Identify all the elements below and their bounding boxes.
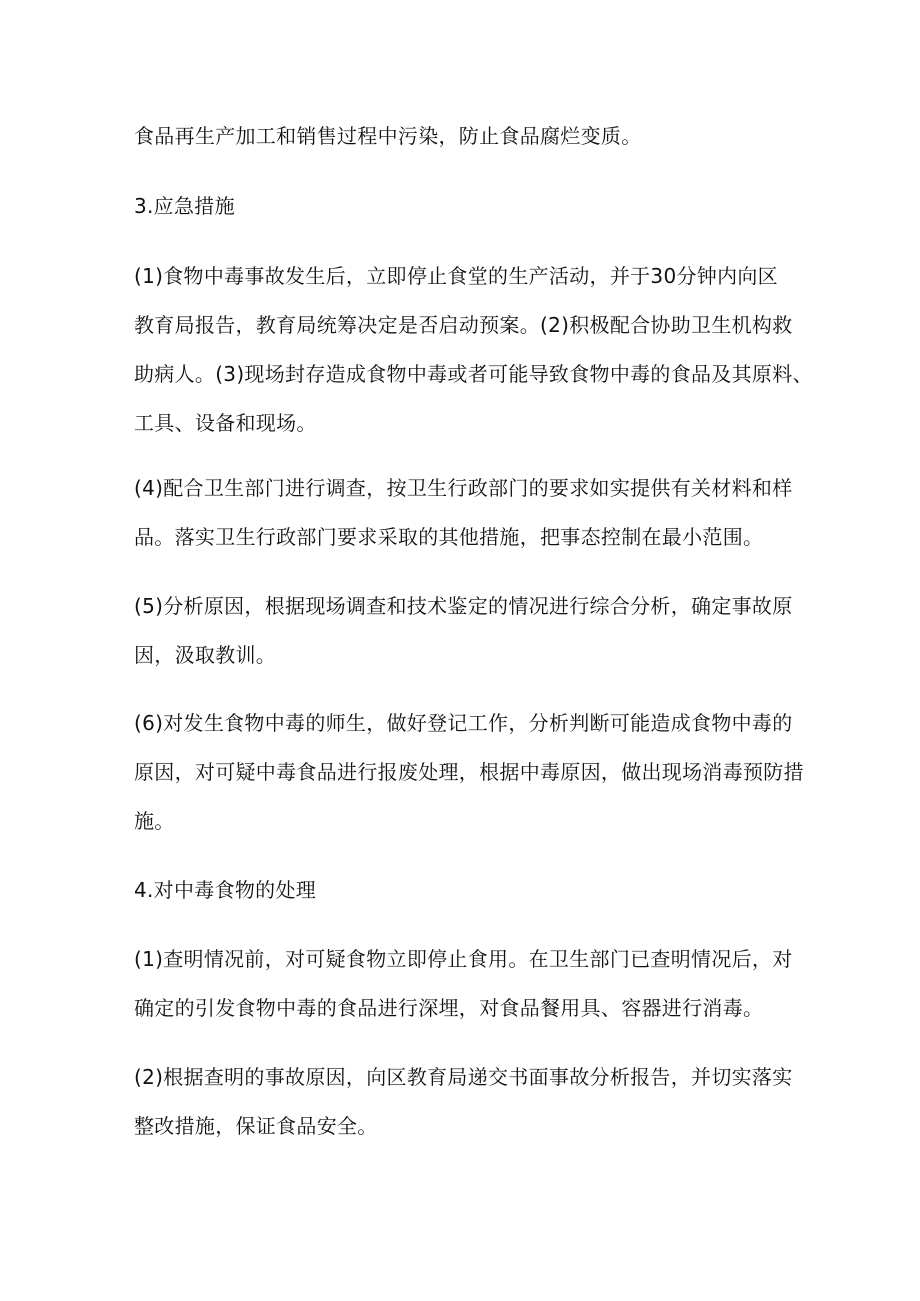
text-line-12: 原因，对可疑中毒食品进行报废处理，根据中毒原因，做出现场消毒预防措 bbox=[134, 760, 804, 784]
text-line-15: (1)查明情况前，对可疑食物立即停止食用。在卫生部门已查明情况后，对 bbox=[134, 947, 793, 971]
text-line-18: 整改措施，保证食品安全。 bbox=[134, 1114, 378, 1138]
text-line-7: (4)配合卫生部门进行调查，按卫生行政部门的要求如实提供有关材料和样 bbox=[134, 476, 793, 500]
text-line-5: 助病人。(3)现场封存造成食物中毒或者可能导致食物中毒的食品及其原料、 bbox=[134, 362, 813, 386]
section-heading-4: 4.对中毒食物的处理 bbox=[134, 878, 317, 902]
text-line-1: 食品再生产加工和销售过程中污染，防止食品腐烂变质。 bbox=[134, 124, 642, 148]
text-line-4: 教育局报告，教育局统筹决定是否启动预案。(2)积极配合协助卫生机构救 bbox=[134, 313, 793, 337]
text-line-17: (2)根据查明的事故原因，向区教育局递交书面事故分析报告，并切实落实 bbox=[134, 1065, 793, 1089]
section-heading-3: 3.应急措施 bbox=[134, 194, 235, 218]
text-line-11: (6)对发生食物中毒的师生，做好登记工作，分析判断可能造成食物中毒的 bbox=[134, 711, 793, 735]
text-line-13: 施。 bbox=[134, 809, 175, 833]
text-line-9: (5)分析原因，根据现场调查和技术鉴定的情况进行综合分析，确定事故原 bbox=[134, 594, 793, 618]
text-line-3: (1)食物中毒事故发生后，立即停止食堂的生产活动，并于30分钟内向区 bbox=[134, 264, 778, 288]
text-line-6: 工具、设备和现场。 bbox=[134, 411, 317, 435]
text-line-16: 确定的引发食物中毒的食品进行深埋，对食品餐用具、容器进行消毒。 bbox=[134, 996, 764, 1020]
text-line-8: 品。落实卫生行政部门要求采取的其他措施，把事态控制在最小范围。 bbox=[134, 525, 764, 549]
text-line-10: 因，汲取教训。 bbox=[134, 643, 277, 667]
